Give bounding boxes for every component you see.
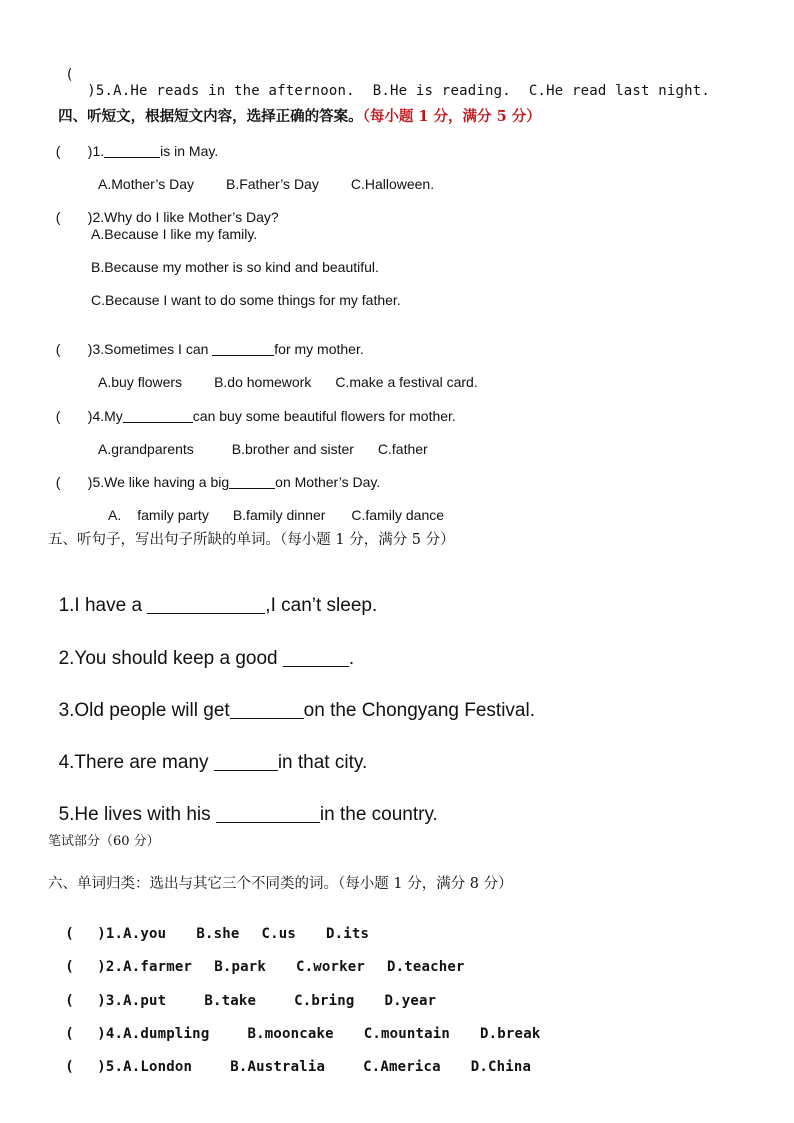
option-b: B.park — [214, 959, 266, 975]
option-c: C.America — [363, 1059, 441, 1075]
option-a: A. — [108, 507, 122, 523]
option-a: A.grandparents — [98, 441, 194, 457]
s4-question-1: ( )1. is in May. — [55, 143, 219, 159]
option-a: A.Mother’s Day — [98, 176, 194, 192]
answer-bracket: ( — [65, 1026, 74, 1042]
question-number: )1. — [87, 143, 105, 159]
question-number: )5. — [97, 1059, 124, 1075]
question-number: )2. — [87, 209, 105, 225]
answer-blank[interactable] — [214, 751, 278, 771]
option-d: D.China — [470, 1059, 532, 1075]
s6-question-4 — [48, 1010, 540, 1042]
option-d: D.year — [384, 993, 437, 1009]
answer-bracket: ( — [65, 67, 74, 83]
section-score: （每小题 1 分，满分 5 分） — [362, 108, 541, 125]
option-b: B.family dinner — [232, 507, 326, 523]
s5-sentence-2: 2.You should keep a good . — [58, 648, 355, 669]
s4-question-5: ( )5.We like having a big on Mother’s Day. — [55, 474, 381, 490]
option-b: B.Australia — [230, 1059, 326, 1075]
s5-sentence-1: 1.I have a ,I can’t sleep. — [58, 595, 378, 616]
s4-q5-options — [101, 491, 444, 523]
option-b: B.take — [204, 993, 257, 1009]
option-a: A.farmer — [123, 959, 193, 975]
question-top-5: ( )5.A.He reads in the afternoon. B.He is reading. C.He read last night. — [65, 67, 711, 99]
option-b: B.mooncake — [247, 1026, 334, 1042]
s4-q2-option-b: B.Because my mother is so kind and beautiful. — [91, 259, 379, 275]
question-number: )2. — [97, 959, 124, 975]
section-5-heading: 五、听句子，写出句子所缺的单词。（每小题 1 分，满分 5 分） — [48, 532, 455, 548]
answer-blank[interactable] — [104, 143, 160, 158]
option-c: C.make a festival card. — [335, 374, 478, 390]
answer-blank[interactable] — [123, 408, 193, 423]
question-number: )1. — [97, 926, 124, 942]
option-b: B.do homework — [214, 374, 312, 390]
option-b: B.brother and sister — [231, 441, 354, 457]
option-c: C.us — [261, 926, 296, 942]
question-number: )4. — [97, 1026, 124, 1042]
question-number: )3. — [87, 341, 105, 357]
answer-bracket: ( — [55, 408, 61, 424]
section-6-heading: 六、单词归类：选出与其它三个不同类的词。（每小题 1 分，满分 8 分） — [48, 876, 513, 892]
option-c: C.He read last night. — [528, 83, 711, 99]
s4-q3-options — [91, 358, 478, 390]
section-4-heading — [48, 88, 541, 126]
s4-question-2: ( )2.Why do I like Mother’s Day? — [55, 209, 279, 225]
s5-sentence-4: 4.There are many in that city. — [58, 752, 368, 773]
option-d: D.teacher — [387, 959, 465, 975]
s6-question-1 — [48, 910, 369, 942]
option-c: C.Halloween. — [350, 176, 435, 192]
answer-blank[interactable] — [229, 474, 275, 489]
question-number: )5. — [87, 474, 105, 490]
s6-question-2 — [48, 943, 465, 975]
s4-question-4: ( )4.My can buy some beautiful flowers for mother. — [55, 408, 456, 424]
s4-q1-options — [91, 160, 434, 192]
option-c: C.worker — [295, 959, 365, 975]
question-number: )4. — [87, 408, 105, 424]
answer-bracket: ( — [55, 341, 61, 357]
option-a: A.you — [123, 926, 167, 942]
s4-q2-option-a: A.Because I like my family. — [91, 226, 258, 242]
s4-question-3: ( )3.Sometimes I can for my mother. — [55, 341, 364, 357]
s5-sentence-5: 5.He lives with his in the country. — [58, 804, 438, 825]
option-a: A.put — [123, 993, 167, 1009]
answer-bracket: ( — [55, 209, 61, 225]
question-number: )3. — [97, 993, 124, 1009]
s5-sentence-3: 3.Old people will get on the Chongyang Festival. — [58, 700, 535, 721]
option-d: D.break — [480, 1026, 541, 1042]
answer-blank[interactable] — [216, 803, 320, 823]
option-c: C.mountain — [363, 1026, 451, 1042]
answer-blank[interactable] — [147, 594, 265, 614]
option-a: A.London — [123, 1059, 193, 1075]
answer-bracket: ( — [65, 993, 74, 1009]
option-b: B.she — [196, 926, 240, 942]
option-c: C.father — [377, 441, 428, 457]
question-number: 5. — [95, 83, 114, 99]
option-a-text: family party — [137, 507, 209, 523]
option-a: A.buy flowers — [98, 374, 183, 390]
written-part-heading: 笔试部分（60 分） — [48, 834, 160, 849]
option-b: B.Father’s Day — [225, 176, 319, 192]
answer-blank[interactable] — [230, 699, 304, 719]
s6-question-3 — [48, 977, 436, 1009]
option-b: B.He is reading. — [372, 83, 511, 99]
section-title: 四、听短文，根据短文内容，选择正确的答案。 — [58, 108, 363, 125]
option-d: D.its — [325, 926, 370, 942]
s4-q4-options — [91, 425, 428, 457]
answer-bracket: ( — [55, 474, 61, 490]
answer-bracket: ( — [55, 143, 61, 159]
s6-question-5 — [48, 1043, 531, 1075]
option-a: A.dumpling — [123, 1026, 210, 1042]
s4-q2-option-c: C.Because I want to do some things for my father. — [91, 292, 401, 308]
option-c: C.bring — [294, 993, 355, 1009]
answer-bracket: ( — [65, 959, 74, 975]
option-c: C.family dance — [351, 507, 445, 523]
answer-blank[interactable] — [283, 647, 349, 667]
answer-bracket: ( — [65, 1059, 74, 1075]
option-a: A.He reads in the afternoon. — [113, 83, 355, 99]
answer-bracket: ( — [65, 926, 74, 942]
answer-blank[interactable] — [212, 341, 274, 356]
